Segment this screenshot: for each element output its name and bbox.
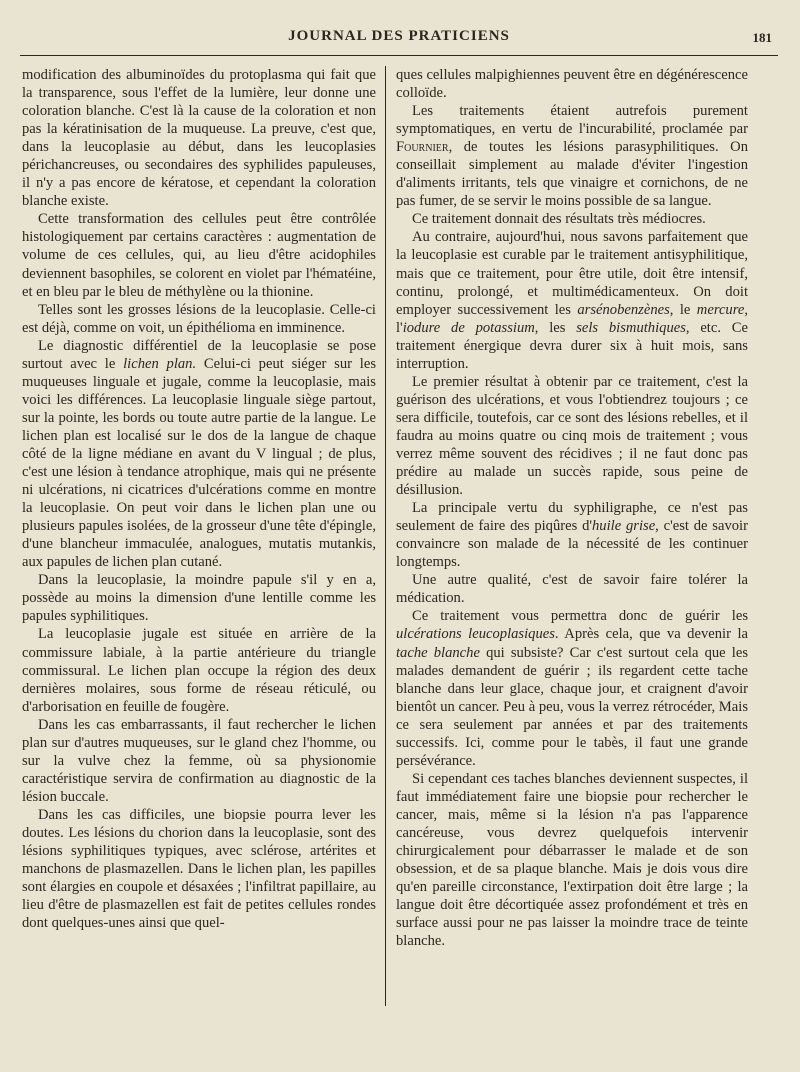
italic-text: arsénobenzènes xyxy=(577,301,670,318)
text-run: , le xyxy=(669,301,697,318)
text-run: , c'est de savoir convaincre son malade de la nécessité de les continuer longtemps. xyxy=(396,518,748,571)
text-run: . Après cela, que va devenir la xyxy=(554,626,748,643)
italic-text: lichen plan. xyxy=(123,355,197,372)
paragraph xyxy=(22,301,376,337)
running-head xyxy=(20,28,778,50)
italic-text: sels bismuthiques xyxy=(576,319,686,336)
paragraph xyxy=(396,66,748,102)
page-number: 181 xyxy=(752,30,772,45)
text-run: Si cependant ces taches blanches deviennent suspectes, il faut immédiatement faire une biopsie pour rechercher le cancer, mais, même si la lésion n'a pas l'apparence cancéreuse, vous devrez quelquefois intervenir chirurgicalement pour débarrasser le malade et de son obsession, et de sa plaque blanche. Mais je dois vous dire qu'en pareille circonstance, l'extirpation doit être large ; la langue doit être décortiquée assez profondément et très en surface aussi pour ne pas laisser la moindre trace de teinte blanche. xyxy=(396,770,748,950)
italic-text: mercure xyxy=(696,301,745,318)
paragraph xyxy=(396,373,748,499)
text-run: Dans les cas embarrassants, il faut rechercher le lichen plan sur d'autres muqueuses, sur le gland chez l'homme, ou sur la vulve chez la femme, où sa physionomie caractéristique servira de confirmation au diagnostic de la lésion buccale. xyxy=(22,716,376,805)
paragraph xyxy=(396,499,748,571)
italic-text: ulcérations leucoplasiques xyxy=(396,626,555,643)
italic-text: huile grise xyxy=(592,518,656,535)
text-run: Une autre qualité, c'est de savoir faire tolérer la médication. xyxy=(396,572,748,607)
text-run: Ce traitement donnait des résultats très médiocres. xyxy=(412,211,706,228)
text-run: ques cellules malpighiennes peuvent être en dégénérescence colloïde. xyxy=(396,67,748,102)
text-run: Le diagnostic différentiel de la leucoplasie se pose surtout avec le xyxy=(22,337,376,372)
paragraph xyxy=(22,716,376,806)
text-run: , etc. Ce traitement énergique devra durer six à huit mois, sans interruption. xyxy=(396,319,748,372)
text-run: Au contraire, aujourd'hui, nous savons parfaitement que la leucoplasie est curable par le traitement antisyphilitique, mais que ce traitement, pour être utile, doit être intensif, continu, prolongé, et multimédicamenteux. On doit employer successivement les xyxy=(396,229,748,318)
text-run: , de toutes les lésions parasyphilitiques. On conseillait simplement au malade d'éviter l'ingestion d'aliments irritants, tels que vinaigre et cornichons, de ne pas fumer, de se servir le moins possible de sa langue. xyxy=(396,139,748,210)
smallcaps-name: Fournier xyxy=(396,139,449,156)
paragraph xyxy=(22,66,376,210)
paragraph xyxy=(396,228,748,372)
paragraph xyxy=(396,770,748,950)
paragraph xyxy=(396,571,748,607)
right-column xyxy=(396,66,748,950)
column-divider xyxy=(385,66,386,1006)
journal-title: JOURNAL DES PRATICIENS xyxy=(288,28,510,44)
text-run: , les xyxy=(534,319,577,336)
paragraph xyxy=(22,210,376,300)
left-column xyxy=(22,66,376,932)
text-run: qui subsiste? Car c'est surtout cela que les malades demandent de guérir ; ils regardent cette tache blanche dans leur glace, chaque jour, et craignent d'avoir bientôt un cancer. Peu à peu, vous la verrez rétrocéder, Mais ce sera seulement par années et par des traitements successifs. Ici, comme pour le tabès, il faut une grande persévérance. xyxy=(396,644,748,769)
text-run: La principale vertu du syphiligraphe, ce n'est pas seulement de faire des piqûres d' xyxy=(396,500,748,535)
text-run: Telles sont les grosses lésions de la leucoplasie. Celle-ci est déjà, comme on voit, un épithélioma en imminence. xyxy=(22,301,376,336)
text-run: Les traitements étaient autrefois purement symptomatiques, en vertu de l'incurabilité, proclamée par xyxy=(396,103,748,138)
text-run: La leucoplasie jugale est située en arrière de la commissure labiale, à la partie antérieure du triangle commissural. Le lichen plan occupe la région des deux dernières molaires, sous forme de réseau réticulé, ou d'arborisation en feuille de fougère. xyxy=(22,626,376,715)
text-run: Celui-ci peut siéger sur les muqueuses linguale et jugale, comme la leucoplasie, mais voici les différences. La leucoplasie linguale siège partout, sur la pointe, les bords ou toute autre partie de la langue. Le lichen plan est localisé sur le dos de la langue de chaque côté de la ligne médiane en avant du V lingual ; de plus, c'est une lésion à tendance atrophique, mais qui ne présente ni ulcérations, ni cicatrices d'ulcérations comme en montre la leucoplasie. On peut voir dans le lichen plan une ou plusieurs papules isolées, de la grosseur d'une tête d'épingle, d'une blancheur immaculée, analogues, mutatis mutankis, aux papules de lichen plan cutané. xyxy=(22,355,377,571)
paragraph xyxy=(22,571,376,625)
paragraph xyxy=(396,210,748,228)
header-rule xyxy=(20,55,778,56)
text-run: Dans les cas difficiles, une biopsie pourra lever les doutes. Les lésions du chorion dans la leucoplasie, sont des lésions syphilitiques typiques, avec sclérose, artérites et manchons de plasmazellen. Dans le lichen plan, les papilles sont élargies en coupole et désaxées ; l'infiltrat papillaire, au lieu d'être de plasmazellen est fait de petites cellules rondes dont quelques-unes ainsi que quel- xyxy=(22,806,376,932)
text-run: modification des albuminoïdes du protoplasma qui fait que la transparence, sous l'effet de la lumière, leur donne une coloration blanche. C'est là la cause de la coloration et non pas la kératinisation de la muqueuse. La preuve, c'est que, dans la leucoplasie au début, dans les leucoplasies périchancreuses, ou secondaires des syphilides papuleuses, il n'y a pas encore de kératose, et cependant la coloration blanche existe. xyxy=(22,67,376,210)
paragraph xyxy=(22,625,376,715)
text-run: Dans la leucoplasie, la moindre papule s'il y en a, possède au moins la dimension d'une lentille comme les papules syphilitiques. xyxy=(22,572,376,625)
text-run: , l' xyxy=(396,301,748,336)
paragraph xyxy=(22,806,376,932)
italic-text: iodure de potassium xyxy=(402,319,535,336)
text-run: Cette transformation des cellules peut être contrôlée histologiquement par certains caractères : augmentation de volume de ces cellules, qui, au lieu d'être acidophiles deviennent basophiles, se colorent en violet par l'hématéine, et en bleu par le bleu de méthylène ou la thionine. xyxy=(22,211,376,300)
italic-text: tache blanche xyxy=(396,644,480,661)
paragraph xyxy=(22,337,376,572)
text-run: Ce traitement vous permettra donc de guérir les xyxy=(412,608,748,625)
paragraph xyxy=(396,102,748,210)
paragraph xyxy=(396,607,748,769)
text-run: Le premier résultat à obtenir par ce traitement, c'est la guérison des ulcérations, et vous l'obtiendrez toujours ; ce sera difficile, toutefois, car ce sont des lésions rebelles, et il faudra au moins quatre ou cinq mois de traitement ; vous verrez même souvent des récidives ; il ne faut donc pas prédire au malade un succès rapide, sous peine de désillusion. xyxy=(396,373,748,499)
